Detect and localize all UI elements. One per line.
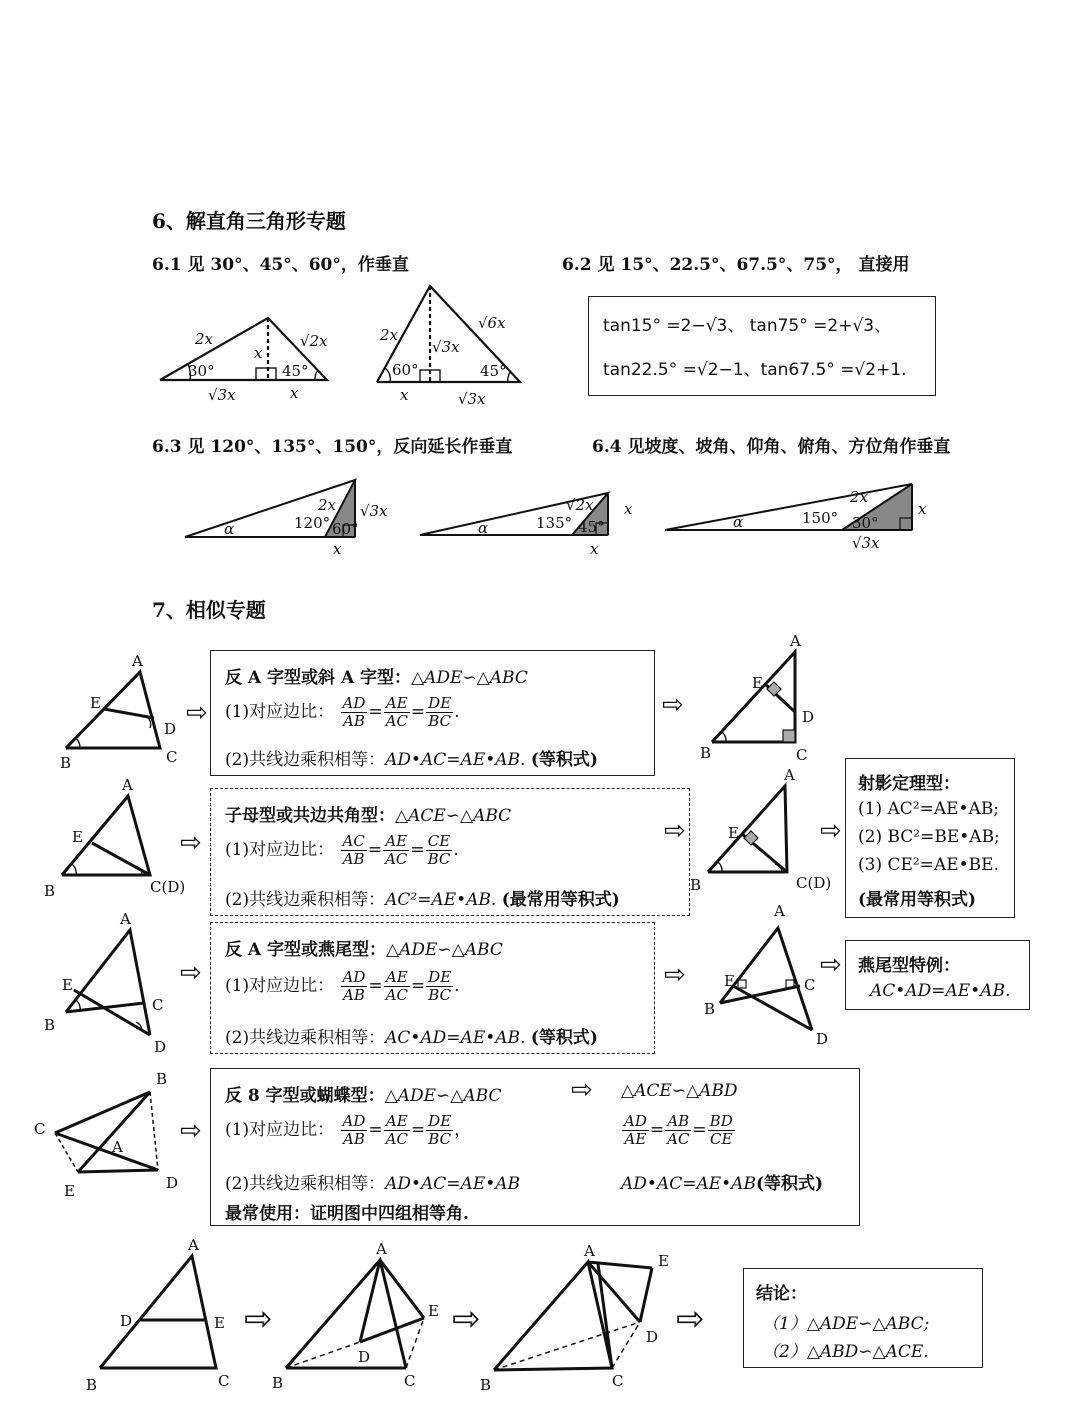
- conclusion-line-2: （2）△ABD∽△ACE.: [762, 1342, 929, 1362]
- f1-hyp1: 2x: [195, 330, 214, 348]
- f4-base: x: [590, 540, 599, 558]
- box3-ratio: (1)对应边比： $\frac{AD}{AB}$ = $\frac{AE}{AC}$ = $\frac{DE}{BC}$ .: [225, 968, 460, 1004]
- label-a: A: [132, 652, 143, 670]
- label-a: A: [774, 902, 785, 920]
- tan-line-2: tan22.5° =√2−1、tan67.5° =√2+1.: [603, 360, 907, 380]
- label-b: B: [44, 882, 56, 900]
- section-6-title: 6、解直角三角形专题: [152, 209, 346, 233]
- f2-b2: √3x: [458, 390, 486, 408]
- label-e: E: [428, 1302, 439, 1320]
- f2-a2: 45°: [480, 362, 507, 380]
- arrow-right-icon: ⇨: [180, 958, 202, 988]
- arrow-right-icon: ⇨: [186, 698, 208, 728]
- arrow-right-icon: ⇨: [571, 1075, 593, 1105]
- box-conclusion: [743, 1268, 983, 1368]
- label-c: C: [796, 746, 808, 764]
- tan-line-1: tan15° =2−√3、 tan75° =2+√3、: [603, 316, 892, 336]
- f5-angle: 150°: [802, 509, 839, 527]
- label-d: D: [358, 1348, 371, 1366]
- label-e: E: [72, 828, 83, 846]
- f3-base: x: [333, 540, 342, 558]
- shadow-title: 射影定理型：: [858, 774, 960, 794]
- label-a: A: [584, 1242, 595, 1260]
- shadow-line-1: (1) AC²=AE•AB;: [858, 799, 1000, 819]
- box4-ratio2: $\frac{AD}{AE}$ = $\frac{AB}{AC}$ = $\frac{BD}{CE}$: [624, 1112, 733, 1148]
- label-c: C: [34, 1120, 46, 1138]
- label-c: C: [218, 1372, 230, 1390]
- f3-side2: √3x: [360, 502, 388, 520]
- box1-title: 反 A 字型或斜 A 字型：△ADE∽△ABC: [225, 668, 528, 688]
- label-c: C: [166, 748, 178, 766]
- shadow-line-2: (2) BC²=BE•AB;: [858, 827, 1000, 847]
- arrow-right-icon: ⇨: [244, 1299, 273, 1339]
- conclusion-line-1: （1）△ADE∽△ABC;: [762, 1314, 930, 1334]
- label-a: A: [784, 766, 795, 784]
- box4-title: 反 8 字型或蝴蝶型：△ADE∽△ABC: [225, 1086, 502, 1106]
- f2-alt: √3x: [432, 338, 460, 356]
- box4-usage: 最常使用：证明图中四组相等角.: [225, 1204, 469, 1224]
- label-b: B: [86, 1376, 98, 1394]
- label-e: E: [752, 674, 763, 692]
- subsection-6-1: 6.1 见 30°、45°、60°，作垂直: [152, 255, 409, 275]
- label-e: E: [62, 976, 73, 994]
- swallow-title: 燕尾型特例：: [858, 956, 960, 976]
- label-a: A: [376, 1240, 387, 1258]
- f3-angle2: 60°: [332, 520, 359, 538]
- label-c: C: [152, 996, 164, 1014]
- label-b: B: [156, 1070, 168, 1088]
- box2-title: 子母型或共边共角型：△ACE∽△ABC: [225, 806, 512, 826]
- f1-b2: x: [290, 384, 299, 402]
- f2-b1: x: [400, 386, 409, 404]
- f3-angle: 120°: [294, 514, 331, 532]
- label-d: D: [646, 1328, 659, 1346]
- arrow-right-icon: ⇨: [180, 828, 202, 858]
- label-d: D: [166, 1174, 179, 1192]
- arrow-right-icon: ⇨: [452, 1299, 481, 1339]
- swallow-line-1: AC•AD=AE•AB.: [870, 981, 1011, 1001]
- label-a: A: [122, 776, 133, 794]
- label-b: B: [44, 1016, 56, 1034]
- label-d: D: [164, 720, 177, 738]
- subsection-6-3: 6.3 见 120°、135°、150°，反向延长作垂直: [152, 437, 513, 457]
- label-d: D: [154, 1038, 167, 1056]
- f5-base: √3x: [852, 534, 880, 552]
- label-a: A: [188, 1236, 199, 1254]
- arrow-right-icon: ⇨: [820, 950, 842, 980]
- label-cd: C(D): [150, 878, 186, 896]
- arrow-right-icon: ⇨: [180, 1116, 202, 1146]
- label-b: B: [704, 1000, 716, 1018]
- label-b: B: [700, 744, 712, 762]
- arrow-right-icon: ⇨: [664, 816, 686, 846]
- label-d: D: [802, 708, 815, 726]
- f1-alt: x: [254, 344, 263, 362]
- box4-product2: AD•AC=AE•AB(等积式): [621, 1174, 824, 1194]
- label-b: B: [690, 876, 702, 894]
- box3-product: (2)共线边乘积相等：AC•AD=AE•AB. (等积式): [225, 1028, 598, 1048]
- arrow-right-icon: ⇨: [664, 960, 686, 990]
- label-d: D: [816, 1030, 829, 1048]
- f2-hyp2: √6x: [478, 314, 506, 332]
- label-e: E: [214, 1314, 225, 1332]
- f5-side2: x: [918, 500, 927, 518]
- box4-ratio: (1)对应边比： $\frac{AD}{AB}$ = $\frac{AE}{AC}$ = $\frac{DE}{BC}$ ，: [225, 1112, 472, 1148]
- f5-angle2: 30°: [852, 514, 879, 532]
- f3-alpha: α: [224, 520, 235, 538]
- box3-title: 反 A 字型或燕尾型：△ADE∽△ABC: [225, 940, 503, 960]
- box2-ratio: (1)对应边比： $\frac{AC}{AB}$ = $\frac{AE}{AC}$ = $\frac{CE}{BC}$ .: [225, 832, 459, 868]
- f4-alpha: α: [478, 519, 489, 537]
- label-c: C: [404, 1372, 416, 1390]
- box1-product: (2)共线边乘积相等：AD•AC=AE•AB. (等积式): [225, 750, 598, 770]
- f5-side1: 2x: [850, 488, 869, 506]
- label-b: B: [272, 1374, 284, 1392]
- label-b: B: [480, 1376, 492, 1394]
- f2-a1: 60°: [392, 361, 419, 379]
- subsection-6-4: 6.4 见坡度、坡角、仰角、俯角、方位角作垂直: [592, 437, 951, 457]
- f4-side1: √2x: [566, 496, 594, 514]
- label-a: A: [790, 632, 801, 650]
- label-a: A: [112, 1138, 123, 1156]
- label-b: B: [60, 754, 72, 772]
- label-e: E: [724, 972, 735, 990]
- f1-a1: 30°: [188, 362, 215, 380]
- label-a: A: [120, 910, 131, 928]
- box2-product: (2)共线边乘积相等：AC²=AE•AB. (最常用等积式): [225, 890, 620, 910]
- f4-side2: x: [624, 500, 633, 518]
- label-e: E: [64, 1182, 75, 1200]
- f1-b1: √3x: [208, 386, 236, 404]
- label-e: E: [90, 694, 101, 712]
- f4-angle: 135°: [536, 514, 573, 532]
- section-7-title: 7、相似专题: [152, 598, 266, 622]
- f1-a2: 45°: [282, 362, 309, 380]
- conclusion-title: 结论：: [756, 1284, 807, 1304]
- shadow-note: (最常用等积式): [858, 890, 977, 910]
- subsection-6-2: 6.2 见 15°、22.5°、67.5°、75°， 直接用: [562, 255, 910, 275]
- box4-sim2: △ACE∽△ABD: [621, 1081, 738, 1101]
- f3-side1: 2x: [318, 496, 337, 514]
- label-cd: C(D): [796, 874, 832, 892]
- shadow-line-3: (3) CE²=AE•BE.: [858, 855, 999, 875]
- label-c: C: [612, 1372, 624, 1390]
- f4-angle2: 45°: [578, 518, 605, 536]
- label-e: E: [728, 824, 739, 842]
- arrow-right-icon: ⇨: [676, 1299, 705, 1339]
- box1-ratio: (1)对应边比： $\frac{AD}{AB}$ = $\frac{AE}{AC}$ = $\frac{DE}{BC}$ .: [225, 694, 460, 730]
- arrow-right-icon: ⇨: [662, 690, 684, 720]
- label-c: C: [804, 976, 816, 994]
- f5-alpha: α: [733, 513, 744, 531]
- f2-hyp1: 2x: [380, 326, 399, 344]
- label-e: E: [658, 1252, 669, 1270]
- f1-hyp2: √2x: [300, 332, 328, 350]
- box4-product: (2)共线边乘积相等：AD•AC=AE•AB: [225, 1174, 521, 1194]
- arrow-right-icon: ⇨: [820, 816, 842, 846]
- label-d: D: [120, 1312, 133, 1330]
